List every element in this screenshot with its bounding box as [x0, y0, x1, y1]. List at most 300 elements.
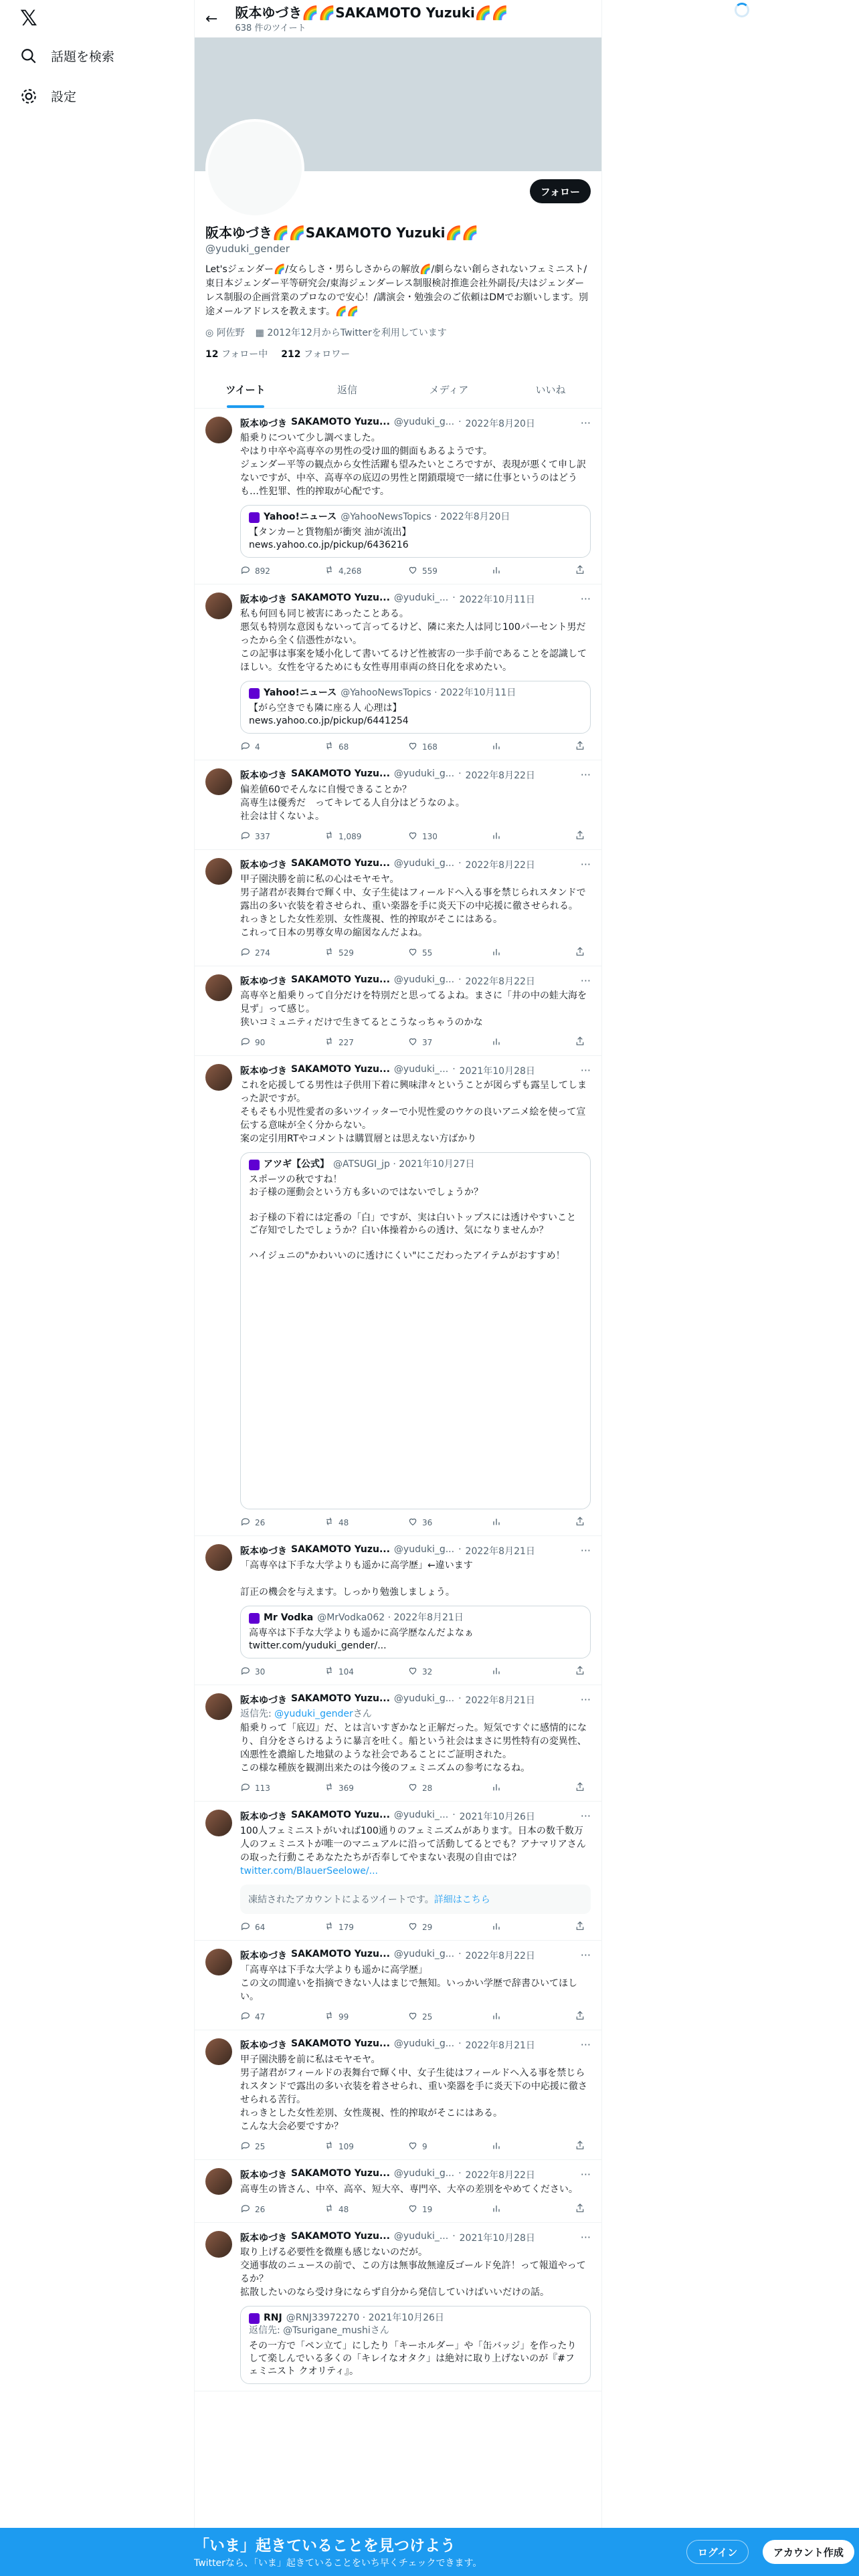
- share-icon: [575, 740, 585, 753]
- tab-likes[interactable]: いいね: [535, 384, 566, 396]
- bar-chart-icon: [491, 2010, 502, 2023]
- tweet-date[interactable]: 2021年10月26日: [459, 1812, 535, 1822]
- tweet-author-name-en[interactable]: SAKAMOTO Yuzu...: [291, 1949, 390, 1959]
- retweet-button[interactable]: 48: [324, 1516, 371, 1529]
- tweet-author-name[interactable]: 阪本ゆづき: [240, 976, 287, 987]
- like-button[interactable]: 32: [407, 1665, 454, 1678]
- tweet-date[interactable]: 2021年10月28日: [459, 1066, 535, 1077]
- tweet[interactable]: [195, 584, 601, 760]
- quoted-tweet[interactable]: [240, 1606, 591, 1658]
- reply-button[interactable]: 90: [240, 1036, 287, 1049]
- like-button[interactable]: 36: [407, 1516, 454, 1529]
- like-button[interactable]: 28: [407, 1782, 454, 1794]
- tweet-header: 阪本ゆづき SAKAMOTO Yuzu... @yuduki_g... · 2022年8月21日: [240, 1544, 535, 1557]
- analytics-button[interactable]: [491, 1516, 538, 1529]
- tweet-author-handle[interactable]: @yuduki_g...: [393, 2168, 455, 2179]
- tab-media[interactable]: メディア: [429, 384, 469, 396]
- quoted-text: スポーツの秋ですね！ お子様の運動会という方も多いのではないでしょうか？ お子様の下着には定番の「白」ですが、実は白いトップスには透けやすいことご存知でしたでしょうか？白い体操着からの透け、気になりませんか？ ハイジュニの"かわいいのに透けにくい"にこだわったアイテムがおすすめ！: [249, 1174, 577, 1261]
- tweet-header: 阪本ゆづき SAKAMOTO Yuzu... @yuduki_g... · 2022年8月22日: [240, 768, 535, 781]
- reply-icon: [240, 2140, 251, 2153]
- tweet-actions: [240, 1516, 591, 1529]
- tweet-author-handle[interactable]: @yuduki_...: [393, 1064, 449, 1075]
- share-icon: [575, 946, 585, 959]
- heart-icon: [407, 1921, 418, 1933]
- tweet-date[interactable]: 2021年10月28日: [459, 2233, 535, 2244]
- heart-icon: [407, 564, 418, 577]
- heart-icon: [407, 1036, 418, 1049]
- share-button[interactable]: [575, 1516, 585, 1529]
- tweet[interactable]: [195, 1056, 601, 1536]
- reply-button[interactable]: 892: [240, 564, 287, 577]
- quoted-avatar: [249, 512, 260, 523]
- share-icon: [575, 1665, 585, 1678]
- tweet-text: 甲子園決勝を前に私の心はモヤモヤ。 男子諸君が表舞台で輝く中、女子生徒はフィールドへ入る事を禁じられスタンドで露出の多い衣装を着させられ、重い楽器を手に炎天下の中応援に徹させられる。 れっきとした女性差別、女性蔑視、性的搾取がそこにはある。 これって日本の男尊女卑の縮図なんだよね。: [240, 874, 586, 938]
- retweet-icon: [324, 564, 335, 577]
- follow-button[interactable]: フォロー: [530, 179, 591, 203]
- share-button[interactable]: [575, 1036, 585, 1049]
- tweet-text: 高専卒と船乗りって自分だけを特別だと思ってるよね。まさに「井の中の蛙大海を見ず」って感じ。 狭いコミュニティだけで生きてるとこうなっちゃうのかな: [240, 990, 587, 1028]
- tweet-text: 高専生の皆さん、中卒、高卒、短大卒、専門卒、大卒の差別をやめてください。: [240, 2184, 578, 2195]
- profile-meta: [205, 326, 591, 339]
- tweet-date[interactable]: 2022年8月22日: [465, 2170, 535, 2181]
- tweet-author-handle[interactable]: @yuduki_g...: [393, 768, 455, 779]
- tweet-author-name-en[interactable]: SAKAMOTO Yuzu...: [291, 974, 390, 985]
- share-icon: [575, 564, 585, 577]
- tweet-actions: [240, 1036, 591, 1049]
- tweet-avatar[interactable]: [205, 1949, 232, 1975]
- tweet-text: 船乗りについて少し調べました。 やはり中卒や高専卒の男性の受け皿的側面もあるようです。 ジェンダー平等の観点から女性活躍も望みたいところですが、表現が悪くて申し訳ないですが、中卒、高専卒の底辺の男性と閉鎖環境で一緒に仕事というのはどうも…性犯罪、性的搾取が心配です。: [240, 433, 587, 497]
- reply-icon: [240, 830, 251, 843]
- retweet-button[interactable]: 99: [324, 2010, 371, 2023]
- analytics-button[interactable]: [491, 946, 538, 959]
- retweet-button[interactable]: 4,268: [324, 564, 371, 577]
- analytics-button[interactable]: [491, 2203, 538, 2216]
- tweet-actions: [240, 1921, 591, 1933]
- tweet-avatar[interactable]: [205, 858, 232, 885]
- signup-button[interactable]: アカウント作成: [763, 2540, 854, 2564]
- tweet-avatar[interactable]: [205, 1544, 232, 1571]
- like-button[interactable]: 37: [407, 1036, 454, 1049]
- location: ◎ 阿佐野: [205, 328, 245, 338]
- retweet-button[interactable]: 529: [324, 946, 371, 959]
- tweet-author-name[interactable]: 阪本ゆづき: [240, 1695, 287, 1706]
- like-button[interactable]: 168: [407, 740, 454, 753]
- retweet-icon: [324, 830, 335, 843]
- heart-icon: [407, 2140, 418, 2153]
- analytics-button[interactable]: [491, 2140, 538, 2153]
- quoted-author-handle: @MrVodka062 · 2022年8月21日: [317, 1612, 464, 1623]
- share-button[interactable]: [575, 1665, 585, 1678]
- tweet-date[interactable]: 2022年8月22日: [465, 860, 535, 871]
- tweet-actions: [240, 946, 591, 959]
- more-options-icon[interactable]: ···: [580, 1693, 591, 1706]
- tweet[interactable]: [195, 1536, 601, 1685]
- quoted-author-handle: @YahooNewsTopics · 2022年8月20日: [341, 512, 510, 522]
- reply-button[interactable]: 30: [240, 1665, 287, 1678]
- more-options-icon[interactable]: ···: [580, 417, 591, 429]
- heart-icon: [407, 1516, 418, 1529]
- tweet-date[interactable]: 2022年8月22日: [465, 976, 535, 987]
- tweet-author-name-en[interactable]: SAKAMOTO Yuzu...: [291, 593, 390, 603]
- followers-link[interactable]: 212 フォロワー: [281, 349, 351, 360]
- share-icon: [575, 1782, 585, 1794]
- tweet[interactable]: [195, 2030, 601, 2160]
- retweet-icon: [324, 1921, 335, 1933]
- analytics-button[interactable]: [491, 740, 538, 753]
- tweet-author-name-en[interactable]: SAKAMOTO Yuzu...: [291, 768, 390, 779]
- tweet-date[interactable]: 2022年8月20日: [465, 419, 535, 429]
- like-button[interactable]: 29: [407, 1921, 454, 1933]
- profile-avatar[interactable]: [205, 119, 304, 218]
- following-link[interactable]: 12 フォロー中: [205, 349, 268, 360]
- tweet-author-name[interactable]: 阪本ゆづき: [240, 1066, 287, 1077]
- tweet-header: 阪本ゆづき SAKAMOTO Yuzu... @yuduki_... · 2022年10月11日: [240, 593, 535, 605]
- search-icon: [20, 47, 37, 65]
- follow-stats: [205, 347, 591, 360]
- tweet-actions: [240, 1665, 591, 1678]
- tweet-text: 偏差値60でそんなに自慢できることか？ 高専生は優秀だ ってキレてる人自分はどうなのよ。 社会は甘くないよ。: [240, 784, 465, 822]
- tweet[interactable]: [195, 1941, 601, 2030]
- heart-icon: [407, 1665, 418, 1678]
- tab-replies[interactable]: 返信: [337, 384, 357, 396]
- retweet-button[interactable]: 227: [324, 1036, 371, 1049]
- tweet-avatar[interactable]: [205, 974, 232, 1001]
- nav-settings-label: 設定: [51, 90, 77, 104]
- quoted-reply-to: 返信先: @Tsurigane_mushiさん: [249, 2325, 389, 2336]
- tweet-date[interactable]: 2022年8月22日: [465, 1951, 535, 1961]
- tweet-date[interactable]: 2022年8月21日: [465, 1546, 535, 1557]
- reply-icon: [240, 740, 251, 753]
- like-button[interactable]: 55: [407, 946, 454, 959]
- reply-button[interactable]: 47: [240, 2010, 287, 2023]
- quoted-author-name: Mr Vodka: [264, 1612, 314, 1623]
- quoted-author-handle: @YahooNewsTopics · 2022年10月11日: [341, 687, 516, 698]
- quoted-author-name: アツギ【公式】: [264, 1159, 329, 1170]
- retweet-icon: [324, 2010, 335, 2023]
- quoted-avatar: [249, 1160, 260, 1170]
- tweet-avatar[interactable]: [205, 768, 232, 795]
- bar-chart-icon: [491, 1036, 502, 1049]
- tweet-author-name[interactable]: 阪本ゆづき: [240, 2233, 287, 2244]
- retweet-icon: [324, 1516, 335, 1529]
- analytics-button[interactable]: [491, 830, 538, 843]
- reply-button[interactable]: 25: [240, 2140, 287, 2153]
- banner-subtitle: Twitterなら、「いま」起きていることをいち早くチェックできます。: [194, 2558, 482, 2569]
- tweet-author-name[interactable]: 阪本ゆづき: [240, 595, 287, 605]
- bar-chart-icon: [491, 1516, 502, 1529]
- retweet-button[interactable]: 109: [324, 2140, 371, 2153]
- tweet-header: 阪本ゆづき SAKAMOTO Yuzu... @yuduki_g... · 2022年8月21日: [240, 2038, 535, 2051]
- retweet-icon: [324, 1782, 335, 1794]
- reply-icon: [240, 2010, 251, 2023]
- more-options-icon[interactable]: ···: [580, 1810, 591, 1822]
- share-button[interactable]: [575, 2203, 585, 2216]
- tweet-author-name[interactable]: 阪本ゆづき: [240, 1951, 287, 1961]
- quoted-avatar: [249, 2313, 260, 2324]
- tweet-actions: [240, 830, 591, 843]
- share-icon: [575, 1921, 585, 1933]
- analytics-button[interactable]: [491, 564, 538, 577]
- bar-chart-icon: [491, 1921, 502, 1933]
- tweet-author-name-en[interactable]: SAKAMOTO Yuzu...: [291, 1693, 390, 1704]
- signup-banner: [0, 2528, 859, 2576]
- header-title: 阪本ゆづき🌈🌈SAKAMOTO Yuzuki🌈🌈: [235, 4, 508, 21]
- tweet-text: 「高専卒は下手な大学よりも遥かに高学歴」←違います 訂正の機会を与えます。しっかり勉強しましょう。: [240, 1560, 473, 1598]
- retweet-button[interactable]: 179: [324, 1921, 371, 1933]
- tweet-avatar[interactable]: [205, 1064, 232, 1091]
- more-options-icon[interactable]: ···: [580, 593, 591, 605]
- profile-tabs: [195, 372, 601, 409]
- tweet[interactable]: [195, 2160, 601, 2223]
- tweet-header: 阪本ゆづき SAKAMOTO Yuzu... @yuduki_g... · 2022年8月21日: [240, 1693, 535, 1706]
- reply-button[interactable]: 113: [240, 1782, 287, 1794]
- tweet-author-handle[interactable]: @yuduki_g...: [393, 1693, 455, 1704]
- tweet-author-name[interactable]: 阪本ゆづき: [240, 860, 287, 871]
- tweet-header: 阪本ゆづき SAKAMOTO Yuzu... @yuduki_g... · 2022年8月20日: [240, 417, 535, 429]
- quoted-text: 【タンカーと貨物船が衝突 油が流出】 news.yahoo.co.jp/pickup/6436216: [249, 527, 411, 550]
- tweet[interactable]: [195, 1802, 601, 1941]
- tweet-text: 100人フェミニストがいれば100通りのフェミニズムがあります。日本の数千数万人のフェミニストが唯一のマニュアルに沿って活動してるとでも？アナマリアさんの取った行動こそあなたたちが否奉してやまない表現の自由では？ twitter.com/BlauerSeelowe/...: [240, 1826, 586, 1876]
- location-pin-icon: ◎: [205, 328, 217, 338]
- reply-button[interactable]: 26: [240, 1516, 287, 1529]
- retweet-icon: [324, 1665, 335, 1678]
- analytics-button[interactable]: [491, 1782, 538, 1794]
- like-button[interactable]: 130: [407, 830, 454, 843]
- retweet-icon: [324, 1036, 335, 1049]
- tweet[interactable]: [195, 1685, 601, 1802]
- tweet-author-name[interactable]: 阪本ゆづき: [240, 1546, 287, 1557]
- bar-chart-icon: [491, 830, 502, 843]
- nav-explore[interactable]: [20, 47, 114, 65]
- reply-button[interactable]: 64: [240, 1921, 287, 1933]
- share-icon: [575, 2010, 585, 2023]
- tweet[interactable]: [195, 966, 601, 1056]
- reply-to: 返信先: @yuduki_genderさん: [240, 1709, 372, 1719]
- tweet-author-handle[interactable]: @yuduki_g...: [393, 974, 455, 985]
- reply-icon: [240, 1516, 251, 1529]
- retweet-icon: [324, 946, 335, 959]
- tweet-author-name[interactable]: 阪本ゆづき: [240, 770, 287, 781]
- analytics-button[interactable]: [491, 2010, 538, 2023]
- tweet-author-name-en[interactable]: SAKAMOTO Yuzu...: [291, 1810, 390, 1820]
- reply-icon: [240, 1665, 251, 1678]
- retweet-icon: [324, 2140, 335, 2153]
- tweet-date[interactable]: 2022年8月21日: [465, 2040, 535, 2051]
- share-button[interactable]: [575, 2010, 585, 2023]
- main-column: [194, 0, 602, 2576]
- tweet-avatar[interactable]: [205, 1693, 232, 1720]
- bar-chart-icon: [491, 740, 502, 753]
- tweet-author-name-en[interactable]: SAKAMOTO Yuzu...: [291, 2168, 390, 2179]
- tweet-author-handle[interactable]: @yuduki_g...: [393, 1949, 455, 1959]
- like-button[interactable]: 9: [407, 2140, 454, 2153]
- share-icon: [575, 2203, 585, 2216]
- more-options-icon[interactable]: ···: [580, 2231, 591, 2244]
- tweet-date[interactable]: 2022年8月21日: [465, 1695, 535, 1706]
- tweet-avatar[interactable]: [205, 2168, 232, 2195]
- tweet-author-handle[interactable]: @yuduki_g...: [393, 858, 455, 869]
- tab-tweets[interactable]: ツイート: [195, 372, 296, 408]
- tweet-author-name-en[interactable]: SAKAMOTO Yuzu...: [291, 2038, 390, 2049]
- more-options-icon[interactable]: ···: [580, 858, 591, 871]
- tweet-avatar[interactable]: [205, 1810, 232, 1836]
- retweet-button[interactable]: 104: [324, 1665, 371, 1678]
- bar-chart-icon: [491, 2140, 502, 2153]
- join-date: ▦ 2012年12月からTwitterを利用しています: [255, 328, 447, 338]
- quoted-text: その一方で「ペン立て」にしたり「キーホルダー」や「缶バッジ」を作ったりして楽しんでいる多くの「キレイなオタク」は絶対に取り上げないのが『#フェミニスト クオリティ』。: [249, 2341, 577, 2377]
- tweet-actions: [240, 740, 591, 753]
- share-button[interactable]: [575, 564, 585, 577]
- reply-button[interactable]: 26: [240, 2203, 287, 2216]
- reply-button[interactable]: 274: [240, 946, 287, 959]
- reply-icon: [240, 1782, 251, 1794]
- heart-icon: [407, 946, 418, 959]
- tweet-author-name-en[interactable]: SAKAMOTO Yuzu...: [291, 858, 390, 869]
- tweet-header: 阪本ゆづき SAKAMOTO Yuzu... @yuduki_... · 2021年10月26日: [240, 1810, 535, 1822]
- quoted-author-name: Yahoo!ニュース: [264, 687, 337, 698]
- share-button[interactable]: [575, 740, 585, 753]
- more-options-icon[interactable]: ···: [580, 768, 591, 781]
- heart-icon: [407, 740, 418, 753]
- tweet[interactable]: [195, 2223, 601, 2391]
- like-button[interactable]: 559: [407, 564, 454, 577]
- quoted-author-handle: @ATSUGI_jp · 2021年10月27日: [333, 1159, 475, 1170]
- analytics-button[interactable]: [491, 1665, 538, 1678]
- share-button[interactable]: [575, 1782, 585, 1794]
- tweet-header: 阪本ゆづき SAKAMOTO Yuzu... @yuduki_g... · 2022年8月22日: [240, 974, 535, 987]
- more-options-icon[interactable]: ···: [580, 1949, 591, 1961]
- tweet-author-name-en[interactable]: SAKAMOTO Yuzu...: [291, 1544, 390, 1555]
- bar-chart-icon: [491, 946, 502, 959]
- timeline: [195, 409, 601, 2391]
- reply-button[interactable]: 337: [240, 830, 287, 843]
- quoted-author-handle: @RNJ33972270 · 2021年10月26日: [286, 2313, 444, 2323]
- quoted-avatar: [249, 688, 260, 699]
- more-options-icon[interactable]: ···: [580, 974, 591, 987]
- share-icon: [575, 1036, 585, 1049]
- gear-icon: [20, 88, 37, 105]
- tweet-avatar[interactable]: [205, 593, 232, 619]
- tweet-author-handle[interactable]: @yuduki_g...: [393, 1544, 455, 1555]
- tweet-avatar[interactable]: [205, 2038, 232, 2065]
- loading-spinner-icon: [735, 3, 749, 17]
- quoted-author-name: RNJ: [264, 2313, 282, 2323]
- retweet-button[interactable]: 48: [324, 2203, 371, 2216]
- analytics-button[interactable]: [491, 1921, 538, 1933]
- analytics-button[interactable]: [491, 1036, 538, 1049]
- tweet[interactable]: [195, 850, 601, 966]
- bar-chart-icon: [491, 1665, 502, 1678]
- heart-icon: [407, 1782, 418, 1794]
- share-icon: [575, 1516, 585, 1529]
- profile-bio: Let'sジェンダー🌈/女らしさ・男らしさからの解放🌈/劇らない創らされないフェミニスト/東日本ジェンダー平等研究会/東海ジェンダーレス制服検討推進会社外副長/夫はジェンダーレス制服の企画営業のプロなので安心！/講演会・勉強会のご依頼はDMでお願いします。別途メールアドレスを教えます。🌈🌈: [205, 264, 589, 317]
- back-arrow-icon[interactable]: ←: [205, 10, 218, 27]
- tweet-avatar[interactable]: [205, 2231, 232, 2258]
- tweet-author-name-en[interactable]: SAKAMOTO Yuzu...: [291, 417, 390, 427]
- tweet-count: 638 件のツイート: [235, 23, 306, 33]
- x-logo-icon[interactable]: 𝕏: [20, 5, 37, 31]
- tweet-date[interactable]: 2022年10月11日: [459, 595, 535, 605]
- tweet-author-name-en[interactable]: SAKAMOTO Yuzu...: [291, 2231, 390, 2242]
- share-icon: [575, 830, 585, 843]
- retweet-icon: [324, 740, 335, 753]
- retweet-button[interactable]: 369: [324, 1782, 371, 1794]
- suspended-notice: 凍結されたアカウントによるツイートです。詳細はこちら: [240, 1885, 591, 1914]
- quoted-tweet[interactable]: [240, 1152, 591, 1509]
- share-button[interactable]: [575, 830, 585, 843]
- tweet-actions: [240, 2010, 591, 2023]
- retweet-icon: [324, 2203, 335, 2216]
- tweet-header: 阪本ゆづき SAKAMOTO Yuzu... @yuduki_g... · 2022年8月22日: [240, 2168, 535, 2181]
- more-options-icon[interactable]: ···: [580, 1064, 591, 1077]
- tweet-author-handle[interactable]: @yuduki_...: [393, 1810, 449, 1820]
- share-button[interactable]: [575, 1921, 585, 1933]
- quoted-tweet[interactable]: [240, 505, 591, 558]
- tweet-author-handle[interactable]: @yuduki_...: [393, 593, 449, 603]
- tweet-link[interactable]: twitter.com/BlauerSeelowe/...: [240, 1866, 378, 1876]
- profile-name: 阪本ゆづき🌈🌈SAKAMOTO Yuzuki🌈🌈: [205, 225, 479, 241]
- tweet-author-name[interactable]: 阪本ゆづき: [240, 1812, 287, 1822]
- tweet-header: 阪本ゆづき SAKAMOTO Yuzu... @yuduki_... · 2021年10月28日: [240, 2231, 535, 2244]
- reply-icon: [240, 946, 251, 959]
- bar-chart-icon: [491, 1782, 502, 1794]
- tweet-actions: [240, 2140, 591, 2153]
- tweet-date[interactable]: 2022年8月22日: [465, 770, 535, 781]
- login-button[interactable]: ログイン: [686, 2540, 749, 2564]
- retweet-button[interactable]: 1,089: [324, 830, 371, 843]
- tweet-author-handle[interactable]: @yuduki_g...: [393, 417, 455, 427]
- reply-button[interactable]: 4: [240, 740, 287, 753]
- reply-icon: [240, 2203, 251, 2216]
- reply-icon: [240, 1036, 251, 1049]
- retweet-button[interactable]: 68: [324, 740, 371, 753]
- tweet-author-name[interactable]: 阪本ゆづき: [240, 2170, 287, 2181]
- heart-icon: [407, 2010, 418, 2023]
- like-button[interactable]: 19: [407, 2203, 454, 2216]
- quoted-tweet[interactable]: [240, 2306, 591, 2384]
- quoted-text: 高専卒は下手な大学よりも遥かに高学歴なんだよなぁ twitter.com/yuduki_gender/...: [249, 1628, 474, 1651]
- share-button[interactable]: [575, 2140, 585, 2153]
- quoted-tweet[interactable]: [240, 681, 591, 734]
- tweet-author-name-en[interactable]: SAKAMOTO Yuzu...: [291, 1064, 390, 1075]
- tweet-actions: [240, 564, 591, 577]
- tweet-author-handle[interactable]: @yuduki_g...: [393, 2038, 455, 2049]
- calendar-icon: ▦: [255, 328, 268, 338]
- quoted-avatar: [249, 1613, 260, 1624]
- heart-icon: [407, 2203, 418, 2216]
- tweet-avatar[interactable]: [205, 417, 232, 443]
- like-button[interactable]: 25: [407, 2010, 454, 2023]
- share-button[interactable]: [575, 946, 585, 959]
- tweet[interactable]: [195, 409, 601, 584]
- profile-handle: @yuduki_gender: [205, 243, 290, 255]
- more-options-icon[interactable]: ···: [580, 2168, 591, 2181]
- tweet-author-handle[interactable]: @yuduki_...: [393, 2231, 449, 2242]
- tweet-actions: [240, 2203, 591, 2216]
- more-options-icon[interactable]: ···: [580, 2038, 591, 2051]
- quoted-author-name: Yahoo!ニュース: [264, 512, 337, 522]
- tweet-text: 「高専卒は下手な大学よりも遥かに高学歴」 この文の間違いを指摘できない人はまじで無知。いっかい学歴で辞書ひいてほしい。: [240, 1965, 577, 2002]
- tweet-author-name[interactable]: 阪本ゆづき: [240, 2040, 287, 2051]
- more-options-icon[interactable]: ···: [580, 1544, 591, 1557]
- share-icon: [575, 2140, 585, 2153]
- tweet[interactable]: [195, 760, 601, 850]
- left-navigation: [0, 0, 194, 2576]
- tweet-text: 甲子園決勝を前に私はモヤモヤ。 男子諸君がフィールドの表舞台で輝く中、女子生徒はフィールドへ入る事を禁じられスタンドで露出の多い衣装を着させられ、重い楽器を手に炎天下の中応援に徹させられる苦行。 れっきとした女性差別、女性蔑視、性的搾取がそこにはある。 こんな大会必要ですか？: [240, 2054, 587, 2132]
- nav-settings[interactable]: [20, 87, 76, 105]
- tweet-author-name[interactable]: 阪本ゆづき: [240, 419, 287, 429]
- quoted-text: 【がら空きでも隣に座る人 心理は】 news.yahoo.co.jp/pickup/6441254: [249, 703, 409, 726]
